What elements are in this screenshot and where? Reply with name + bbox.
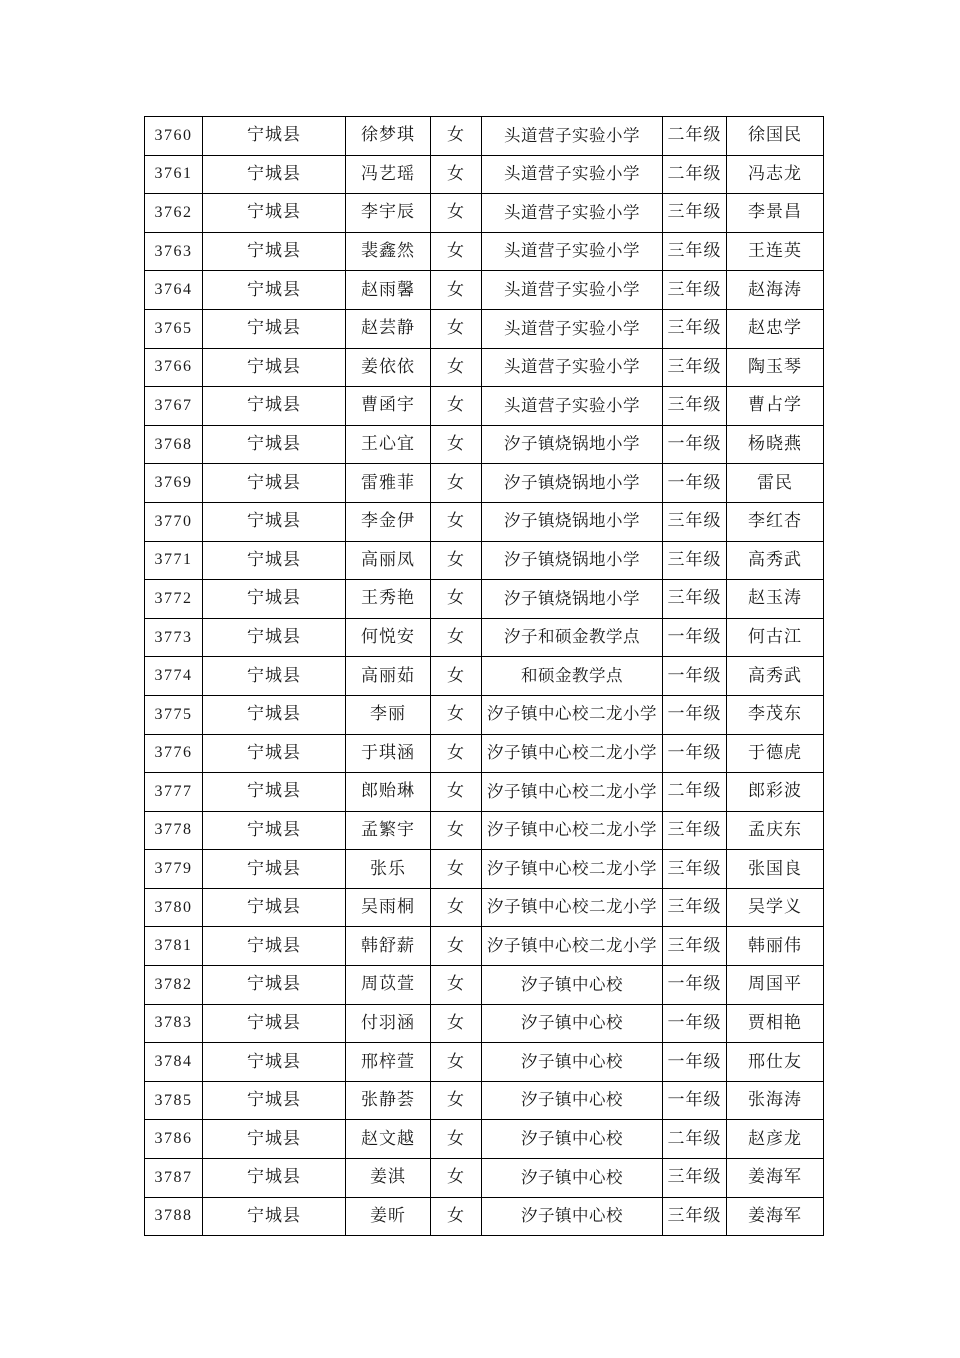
- student-name-cell: 姜昕: [346, 1197, 431, 1236]
- grade-cell: 三年级: [663, 194, 727, 233]
- guardian-name-cell: 雷民: [727, 464, 824, 503]
- county-cell: 宁城县: [203, 194, 346, 233]
- gender-cell: 女: [431, 1159, 482, 1198]
- guardian-name-cell: 姜海军: [727, 1197, 824, 1236]
- student-name-cell: 于琪涵: [346, 734, 431, 773]
- grade-cell: 三年级: [663, 888, 727, 927]
- table-row: [145, 194, 824, 233]
- table-row: [145, 1081, 824, 1120]
- grade-cell: 三年级: [663, 387, 727, 426]
- guardian-name-cell: 曹占学: [727, 387, 824, 426]
- row-number-cell: 3768: [145, 425, 203, 464]
- guardian-name-cell: 冯志龙: [727, 155, 824, 194]
- row-number-cell: 3774: [145, 657, 203, 696]
- row-number-cell: 3785: [145, 1081, 203, 1120]
- table-row: [145, 850, 824, 889]
- grade-cell: 二年级: [663, 155, 727, 194]
- roster-body: [145, 117, 824, 1236]
- guardian-name-cell: 韩丽伟: [727, 927, 824, 966]
- grade-cell: 三年级: [663, 1159, 727, 1198]
- student-name-cell: 姜淇: [346, 1159, 431, 1198]
- row-number-cell: 3772: [145, 580, 203, 619]
- county-cell: 宁城县: [203, 271, 346, 310]
- table-row: [145, 348, 824, 387]
- school-cell: 汐子镇中心校: [482, 1159, 663, 1198]
- gender-cell: 女: [431, 966, 482, 1005]
- county-cell: 宁城县: [203, 966, 346, 1005]
- county-cell: 宁城县: [203, 773, 346, 812]
- county-cell: 宁城县: [203, 502, 346, 541]
- gender-cell: 女: [431, 348, 482, 387]
- county-cell: 宁城县: [203, 464, 346, 503]
- table-row: [145, 1004, 824, 1043]
- table-row: [145, 1043, 824, 1082]
- gender-cell: 女: [431, 194, 482, 233]
- student-name-cell: 李宇辰: [346, 194, 431, 233]
- student-name-cell: 郎贻琳: [346, 773, 431, 812]
- student-name-cell: 徐梦琪: [346, 117, 431, 156]
- grade-cell: 三年级: [663, 271, 727, 310]
- guardian-name-cell: 于德虎: [727, 734, 824, 773]
- grade-cell: 一年级: [663, 734, 727, 773]
- student-name-cell: 邢梓萱: [346, 1043, 431, 1082]
- table-row: [145, 1120, 824, 1159]
- gender-cell: 女: [431, 502, 482, 541]
- row-number-cell: 3766: [145, 348, 203, 387]
- gender-cell: 女: [431, 155, 482, 194]
- row-number-cell: 3760: [145, 117, 203, 156]
- table-row: [145, 1197, 824, 1236]
- grade-cell: 三年级: [663, 232, 727, 271]
- county-cell: 宁城县: [203, 117, 346, 156]
- gender-cell: 女: [431, 618, 482, 657]
- guardian-name-cell: 邢仕友: [727, 1043, 824, 1082]
- student-name-cell: 孟繁宇: [346, 811, 431, 850]
- row-number-cell: 3764: [145, 271, 203, 310]
- student-name-cell: 姜依依: [346, 348, 431, 387]
- school-cell: 汐子镇中心校二龙小学: [482, 811, 663, 850]
- student-name-cell: 周苡萱: [346, 966, 431, 1005]
- row-number-cell: 3771: [145, 541, 203, 580]
- grade-cell: 一年级: [663, 1043, 727, 1082]
- gender-cell: 女: [431, 695, 482, 734]
- school-cell: 汐子镇中心校二龙小学: [482, 927, 663, 966]
- table-row: [145, 117, 824, 156]
- school-cell: 头道营子实验小学: [482, 232, 663, 271]
- student-name-cell: 吴雨桐: [346, 888, 431, 927]
- guardian-name-cell: 李景昌: [727, 194, 824, 233]
- grade-cell: 三年级: [663, 502, 727, 541]
- guardian-name-cell: 赵彦龙: [727, 1120, 824, 1159]
- county-cell: 宁城县: [203, 348, 346, 387]
- row-number-cell: 3762: [145, 194, 203, 233]
- grade-cell: 三年级: [663, 850, 727, 889]
- table-row: [145, 464, 824, 503]
- table-row: [145, 657, 824, 696]
- row-number-cell: 3780: [145, 888, 203, 927]
- school-cell: 头道营子实验小学: [482, 309, 663, 348]
- guardian-name-cell: 陶玉琴: [727, 348, 824, 387]
- row-number-cell: 3784: [145, 1043, 203, 1082]
- row-number-cell: 3765: [145, 309, 203, 348]
- gender-cell: 女: [431, 773, 482, 812]
- row-number-cell: 3775: [145, 695, 203, 734]
- grade-cell: 二年级: [663, 773, 727, 812]
- gender-cell: 女: [431, 927, 482, 966]
- school-cell: 汐子镇中心校二龙小学: [482, 850, 663, 889]
- guardian-name-cell: 李红杏: [727, 502, 824, 541]
- school-cell: 汐子镇中心校二龙小学: [482, 773, 663, 812]
- table-row: [145, 271, 824, 310]
- county-cell: 宁城县: [203, 618, 346, 657]
- school-cell: 头道营子实验小学: [482, 155, 663, 194]
- school-cell: 头道营子实验小学: [482, 271, 663, 310]
- guardian-name-cell: 贾相艳: [727, 1004, 824, 1043]
- student-name-cell: 赵雨馨: [346, 271, 431, 310]
- row-number-cell: 3778: [145, 811, 203, 850]
- guardian-name-cell: 赵玉涛: [727, 580, 824, 619]
- guardian-name-cell: 吴学义: [727, 888, 824, 927]
- guardian-name-cell: 高秀武: [727, 657, 824, 696]
- county-cell: 宁城县: [203, 1004, 346, 1043]
- county-cell: 宁城县: [203, 232, 346, 271]
- school-cell: 汐子镇中心校: [482, 1120, 663, 1159]
- student-name-cell: 王心宜: [346, 425, 431, 464]
- guardian-name-cell: 周国平: [727, 966, 824, 1005]
- school-cell: 汐子镇烧锅地小学: [482, 464, 663, 503]
- grade-cell: 一年级: [663, 1081, 727, 1120]
- grade-cell: 一年级: [663, 657, 727, 696]
- guardian-name-cell: 张国良: [727, 850, 824, 889]
- school-cell: 汐子镇中心校: [482, 1197, 663, 1236]
- table-row: [145, 618, 824, 657]
- guardian-name-cell: 高秀武: [727, 541, 824, 580]
- gender-cell: 女: [431, 850, 482, 889]
- school-cell: 和硕金教学点: [482, 657, 663, 696]
- county-cell: 宁城县: [203, 1120, 346, 1159]
- student-name-cell: 张静荟: [346, 1081, 431, 1120]
- student-name-cell: 李金伊: [346, 502, 431, 541]
- school-cell: 头道营子实验小学: [482, 387, 663, 426]
- county-cell: 宁城县: [203, 850, 346, 889]
- table-row: [145, 927, 824, 966]
- gender-cell: 女: [431, 811, 482, 850]
- row-number-cell: 3779: [145, 850, 203, 889]
- guardian-name-cell: 郎彩波: [727, 773, 824, 812]
- gender-cell: 女: [431, 117, 482, 156]
- county-cell: 宁城县: [203, 541, 346, 580]
- row-number-cell: 3788: [145, 1197, 203, 1236]
- table-row: [145, 387, 824, 426]
- row-number-cell: 3781: [145, 927, 203, 966]
- student-name-cell: 赵文越: [346, 1120, 431, 1159]
- student-name-cell: 高丽凤: [346, 541, 431, 580]
- grade-cell: 二年级: [663, 117, 727, 156]
- guardian-name-cell: 赵忠学: [727, 309, 824, 348]
- gender-cell: 女: [431, 425, 482, 464]
- table-row: [145, 502, 824, 541]
- table-row: [145, 541, 824, 580]
- school-cell: 汐子镇中心校二龙小学: [482, 695, 663, 734]
- school-cell: 头道营子实验小学: [482, 117, 663, 156]
- county-cell: 宁城县: [203, 888, 346, 927]
- grade-cell: 一年级: [663, 618, 727, 657]
- guardian-name-cell: 孟庆东: [727, 811, 824, 850]
- table-row: [145, 580, 824, 619]
- table-row: [145, 695, 824, 734]
- gender-cell: 女: [431, 309, 482, 348]
- grade-cell: 一年级: [663, 966, 727, 1005]
- row-number-cell: 3773: [145, 618, 203, 657]
- row-number-cell: 3761: [145, 155, 203, 194]
- grade-cell: 三年级: [663, 811, 727, 850]
- guardian-name-cell: 杨晓燕: [727, 425, 824, 464]
- gender-cell: 女: [431, 1043, 482, 1082]
- table-row: [145, 309, 824, 348]
- guardian-name-cell: 姜海军: [727, 1159, 824, 1198]
- table-row: [145, 773, 824, 812]
- county-cell: 宁城县: [203, 387, 346, 426]
- table-row: [145, 734, 824, 773]
- gender-cell: 女: [431, 232, 482, 271]
- student-name-cell: 张乐: [346, 850, 431, 889]
- table-row: [145, 425, 824, 464]
- school-cell: 汐子镇中心校二龙小学: [482, 734, 663, 773]
- grade-cell: 一年级: [663, 464, 727, 503]
- gender-cell: 女: [431, 541, 482, 580]
- county-cell: 宁城县: [203, 1081, 346, 1120]
- guardian-name-cell: 王连英: [727, 232, 824, 271]
- guardian-name-cell: 李茂东: [727, 695, 824, 734]
- grade-cell: 一年级: [663, 1004, 727, 1043]
- student-name-cell: 雷雅菲: [346, 464, 431, 503]
- row-number-cell: 3783: [145, 1004, 203, 1043]
- grade-cell: 一年级: [663, 695, 727, 734]
- guardian-name-cell: 赵海涛: [727, 271, 824, 310]
- county-cell: 宁城县: [203, 657, 346, 696]
- grade-cell: 三年级: [663, 1197, 727, 1236]
- school-cell: 汐子镇中心校: [482, 1081, 663, 1120]
- table-row: [145, 232, 824, 271]
- gender-cell: 女: [431, 657, 482, 696]
- row-number-cell: 3786: [145, 1120, 203, 1159]
- school-cell: 汐子和硕金教学点: [482, 618, 663, 657]
- county-cell: 宁城县: [203, 1159, 346, 1198]
- county-cell: 宁城县: [203, 425, 346, 464]
- county-cell: 宁城县: [203, 734, 346, 773]
- gender-cell: 女: [431, 387, 482, 426]
- student-name-cell: 曹函宇: [346, 387, 431, 426]
- row-number-cell: 3767: [145, 387, 203, 426]
- county-cell: 宁城县: [203, 811, 346, 850]
- grade-cell: 三年级: [663, 927, 727, 966]
- gender-cell: 女: [431, 888, 482, 927]
- student-name-cell: 裴鑫然: [346, 232, 431, 271]
- student-name-cell: 王秀艳: [346, 580, 431, 619]
- grade-cell: 三年级: [663, 541, 727, 580]
- row-number-cell: 3770: [145, 502, 203, 541]
- grade-cell: 二年级: [663, 1120, 727, 1159]
- school-cell: 汐子镇中心校: [482, 966, 663, 1005]
- student-name-cell: 韩舒薪: [346, 927, 431, 966]
- guardian-name-cell: 张海涛: [727, 1081, 824, 1120]
- school-cell: 汐子镇中心校: [482, 1043, 663, 1082]
- county-cell: 宁城县: [203, 309, 346, 348]
- gender-cell: 女: [431, 1197, 482, 1236]
- county-cell: 宁城县: [203, 1043, 346, 1082]
- row-number-cell: 3763: [145, 232, 203, 271]
- row-number-cell: 3777: [145, 773, 203, 812]
- gender-cell: 女: [431, 1120, 482, 1159]
- table-row: [145, 155, 824, 194]
- school-cell: 汐子镇中心校二龙小学: [482, 888, 663, 927]
- student-roster-table: [144, 116, 824, 1236]
- row-number-cell: 3782: [145, 966, 203, 1005]
- student-name-cell: 高丽茹: [346, 657, 431, 696]
- school-cell: 汐子镇烧锅地小学: [482, 541, 663, 580]
- gender-cell: 女: [431, 1081, 482, 1120]
- county-cell: 宁城县: [203, 927, 346, 966]
- table-row: [145, 811, 824, 850]
- county-cell: 宁城县: [203, 695, 346, 734]
- student-name-cell: 赵芸静: [346, 309, 431, 348]
- student-name-cell: 何悦安: [346, 618, 431, 657]
- grade-cell: 三年级: [663, 348, 727, 387]
- gender-cell: 女: [431, 1004, 482, 1043]
- grade-cell: 三年级: [663, 580, 727, 619]
- gender-cell: 女: [431, 271, 482, 310]
- county-cell: 宁城县: [203, 580, 346, 619]
- table-row: [145, 966, 824, 1005]
- row-number-cell: 3776: [145, 734, 203, 773]
- gender-cell: 女: [431, 734, 482, 773]
- guardian-name-cell: 徐国民: [727, 117, 824, 156]
- gender-cell: 女: [431, 580, 482, 619]
- student-name-cell: 付羽涵: [346, 1004, 431, 1043]
- school-cell: 汐子镇烧锅地小学: [482, 425, 663, 464]
- school-cell: 汐子镇烧锅地小学: [482, 502, 663, 541]
- county-cell: 宁城县: [203, 155, 346, 194]
- school-cell: 头道营子实验小学: [482, 348, 663, 387]
- school-cell: 汐子镇中心校: [482, 1004, 663, 1043]
- guardian-name-cell: 何古江: [727, 618, 824, 657]
- grade-cell: 一年级: [663, 425, 727, 464]
- student-name-cell: 冯艺瑶: [346, 155, 431, 194]
- grade-cell: 三年级: [663, 309, 727, 348]
- county-cell: 宁城县: [203, 1197, 346, 1236]
- row-number-cell: 3769: [145, 464, 203, 503]
- table-row: [145, 1159, 824, 1198]
- school-cell: 头道营子实验小学: [482, 194, 663, 233]
- table-row: [145, 888, 824, 927]
- gender-cell: 女: [431, 464, 482, 503]
- row-number-cell: 3787: [145, 1159, 203, 1198]
- school-cell: 汐子镇烧锅地小学: [482, 580, 663, 619]
- student-name-cell: 李丽: [346, 695, 431, 734]
